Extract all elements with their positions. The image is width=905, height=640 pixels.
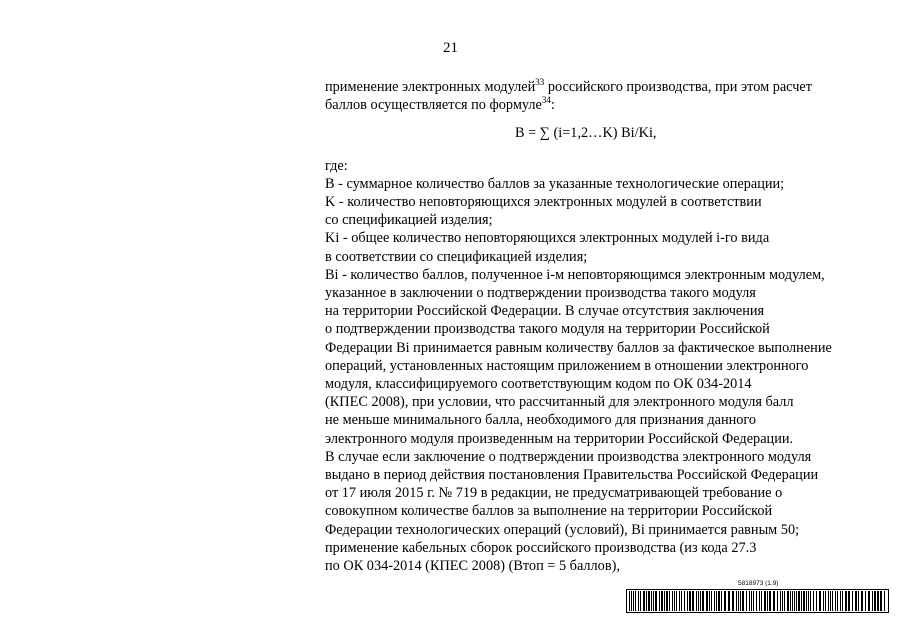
barcode-bar — [638, 591, 639, 611]
footnote-ref-33[interactable]: 33 — [535, 77, 545, 87]
barcode-bar — [759, 591, 760, 611]
barcode-bar — [880, 591, 882, 611]
text-line: Bi - количество баллов, полученное i-м неповторяющимся электронным модулем, — [325, 266, 825, 283]
barcode-bar — [692, 591, 694, 611]
barcode-bar — [738, 591, 739, 611]
text-lines — [325, 157, 885, 576]
barcode-bar — [728, 591, 730, 611]
text-line-1-start: применение электронных модулей — [325, 79, 536, 95]
text-line: K - количество неповторяющихся электронных модулей в соответствии — [325, 194, 762, 211]
barcode-bar — [655, 591, 657, 611]
barcode-bar — [716, 591, 717, 611]
barcode-bar — [689, 591, 691, 611]
barcode-code: 5818973 (1.9) — [738, 580, 779, 587]
barcode-bar — [855, 591, 857, 611]
barcode-bar — [742, 591, 744, 611]
formula: B = ∑ (i=1,2…K) Bi/Ki, — [515, 125, 657, 142]
barcode-bar — [835, 591, 836, 611]
barcode-bar — [651, 591, 652, 611]
barcode-bar — [884, 591, 885, 611]
barcode-bar — [718, 591, 720, 611]
text-line: B - суммарное количество баллов за указанные технологические операции; — [325, 175, 785, 192]
barcode-bar — [629, 591, 630, 611]
body-text — [325, 78, 885, 575]
barcode-bar — [646, 591, 647, 611]
barcode-bar — [669, 591, 670, 611]
barcode-bar — [661, 591, 663, 611]
barcode-bar — [803, 591, 805, 611]
barcode-bar — [648, 591, 650, 611]
barcode-bar — [709, 591, 710, 611]
barcode-bar — [840, 591, 841, 611]
barcode-bars — [628, 591, 887, 611]
barcode-bar — [872, 591, 873, 611]
barcode-bar — [635, 591, 636, 611]
barcode-bar — [787, 591, 789, 611]
barcode-bar — [767, 591, 768, 611]
barcode-bar — [740, 591, 741, 611]
text-line: В случае если заключение о подтверждении производства электронного модуля — [325, 448, 812, 465]
barcode-bar — [681, 591, 682, 611]
text-line: о подтверждении производства такого модуля на территории Российской — [325, 321, 770, 338]
barcode-bar — [672, 591, 673, 611]
barcode-bar — [684, 591, 685, 611]
barcode-bar — [714, 591, 715, 611]
barcode-bar — [842, 591, 843, 611]
barcode-bar — [780, 591, 781, 611]
barcode-bar — [852, 591, 853, 611]
text-line: по ОК 034-2014 (КПЕС 2008) (Bтоп = 5 баллов), — [325, 558, 620, 575]
barcode-bar — [664, 591, 665, 611]
barcode-bar — [792, 591, 793, 611]
page-number: 21 — [443, 40, 458, 56]
barcode-bar — [633, 591, 634, 611]
barcode-bar — [674, 591, 675, 611]
text-line: электронного модуля произведенным на территории Российской Федерации. — [325, 430, 794, 447]
text-line: в соответствии со спецификацией изделия; — [325, 248, 588, 265]
barcode-bar — [749, 591, 750, 611]
text-line: не меньше минимального балла, необходимого для признания данного — [325, 412, 757, 429]
barcode-bar — [659, 591, 660, 611]
text-line: где: — [325, 157, 348, 174]
barcode-bar — [679, 591, 680, 611]
barcode-bar — [810, 591, 811, 611]
text-line: Федерации Bi принимается равным количеству баллов за фактическое выполнение — [325, 339, 832, 356]
barcode-bar — [700, 591, 701, 611]
barcode-bar — [874, 591, 876, 611]
text-line: выдано в период действия постановления Правительства Российской Федерации — [325, 467, 819, 484]
barcode-bar — [702, 591, 704, 611]
barcode-bar — [640, 591, 641, 611]
barcode-bar — [784, 591, 785, 611]
barcode-bar — [653, 591, 654, 611]
barcode-bar — [782, 591, 783, 611]
text-line-2-start: баллов осуществляется по формуле — [325, 97, 542, 114]
barcode-bar — [825, 591, 826, 611]
footnote-ref-34[interactable]: 34 — [541, 95, 551, 106]
barcode-bar — [816, 591, 817, 611]
barcode-bar — [666, 591, 668, 611]
text-line: Ki - общее количество неповторяющихся электронных модулей i-го вида — [325, 230, 770, 247]
text-line-2-end: : — [550, 97, 555, 114]
barcode-bar — [830, 591, 831, 611]
text-line: от 17 июля 2015 г. № 719 в редакции, не предусматривающей требование о — [325, 485, 783, 502]
barcode-bar — [798, 591, 800, 611]
barcode-bar — [796, 591, 797, 611]
barcode-bar — [756, 591, 757, 611]
barcode-bar — [819, 591, 821, 611]
barcode-bar — [643, 591, 645, 611]
barcode-bar — [631, 591, 632, 611]
barcode-bar — [868, 591, 870, 611]
barcode-bar — [801, 591, 802, 611]
barcode-bar — [724, 591, 726, 611]
text-line: (КПЕС 2008), при условии, что рассчитанный для электронного модуля балл — [325, 394, 794, 411]
barcode-bar — [769, 591, 771, 611]
text-line: со спецификацией изделия; — [325, 212, 493, 229]
barcode-bar — [706, 591, 708, 611]
barcode-bar — [761, 591, 762, 611]
barcode-bar — [808, 591, 809, 611]
text-line: на территории Российской Федерации. В случае отсутствия заключения — [325, 303, 765, 320]
barcode-bar — [790, 591, 791, 611]
text-line-1-end: российского производства, при этом расчет — [544, 79, 813, 95]
barcode-bar — [764, 591, 766, 611]
text-line-2 — [325, 96, 885, 114]
barcode-bar — [848, 591, 850, 611]
barcode-bar — [753, 591, 754, 611]
barcode-bar — [746, 591, 747, 611]
barcode-bar — [806, 591, 807, 611]
text-line: указанное в заключении о подтверждении производства такого модуля — [325, 285, 756, 302]
barcode-bar — [736, 591, 737, 611]
barcode-bar — [861, 591, 863, 611]
barcode-bar — [721, 591, 722, 611]
barcode-bar — [777, 591, 778, 611]
barcode-bar — [837, 591, 838, 611]
text-line: Федерации технологических операций (условий), Bi принимается равным 50; — [325, 521, 800, 538]
barcode-bar — [676, 591, 677, 611]
barcode-bar — [865, 591, 866, 611]
text-line: совокупном количестве баллов за выполнение на территории Российской — [325, 503, 773, 520]
barcode-bar — [732, 591, 734, 611]
barcode-bar — [751, 591, 752, 611]
barcode-bar — [877, 591, 879, 611]
barcode-bar — [858, 591, 859, 611]
barcode-bar — [794, 591, 795, 611]
barcode-bar — [711, 591, 712, 611]
text-line-1 — [325, 78, 885, 96]
barcode-bar — [687, 591, 688, 611]
text-line: модуля, классифицируемого соответствующим кодом по ОК 034-2014 — [325, 376, 752, 393]
barcode-bar — [696, 591, 697, 611]
barcode-bar — [773, 591, 775, 611]
text-line: применение кабельных сборок российского производства (из кода 27.3 — [325, 539, 757, 556]
barcode-bar — [813, 591, 814, 611]
barcode — [626, 589, 889, 613]
barcode-bar — [698, 591, 699, 611]
barcode-bar — [832, 591, 833, 611]
barcode-bar — [828, 591, 829, 611]
barcode-bar — [823, 591, 824, 611]
barcode-bar — [845, 591, 847, 611]
text-line: операций, установленных настоящим приложением в отношении электронного — [325, 357, 809, 374]
